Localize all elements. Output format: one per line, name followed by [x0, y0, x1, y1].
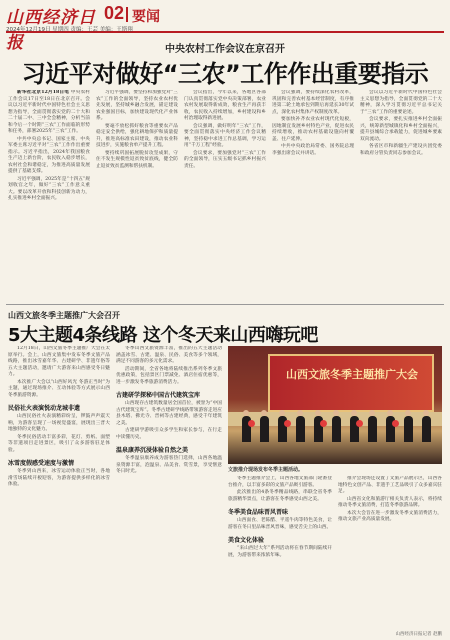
flower-decoration [248, 420, 255, 427]
paragraph: 各省区市和新疆生产建设兵团党委和政府分管负责同志参加会议。 [360, 144, 442, 156]
paragraph: “来山西过大年”系列活动将在春节期间陆续开展，为游客带来浓浓年味。 [228, 546, 332, 558]
person-figure [422, 416, 431, 442]
story2-column-4 [338, 476, 442, 626]
person-head [315, 410, 321, 416]
paragraph: 山西民俗社火表演精彩纷呈，锣鼓声声震天响，为游客呈现了一场视觉盛宴，展现出三晋大地独特的文化魅力。 [8, 414, 110, 432]
paragraph: 会议强调，要持续深化农村改革，巩固和完善农村基本经营制度，有序推进第二轮土地承包到期后再延长30年试点，深化农村集体产权制度改革。 [272, 90, 354, 115]
subheading: 冬季美食品味晋风晋味 [228, 509, 289, 516]
story1-kicker: 中央农村工作会议在京召开 [165, 44, 285, 55]
person-head [405, 410, 411, 416]
reporter-credit: 山西经济日报记者 赵鹏 [395, 632, 442, 637]
page-number: 02 [104, 3, 125, 23]
paragraph: 要持续巩固拓展脱贫攻坚成果，守住不发生规模性返贫致贫底线，健全防止返贫致贫监测和帮扶机制。 [96, 150, 178, 169]
person-figure [296, 416, 305, 442]
paragraph: 推介会现场还设置了文旅产品展示区，山西各地特色文创产品、非遗手工艺品吸引了众多嘉宾驻足。 [338, 476, 442, 494]
paragraph: 会议要求，要加强党对“三农”工作的全面领导，压实五级书记抓乡村振兴责任。 [184, 150, 266, 169]
story1-headline: 习近平对做好“三农”工作作出重要指示 [21, 60, 429, 88]
paragraph: 习近平强调，2025年是“十四五”规划收官之年，做好“三农”工作意义重大。要以改革开放和科技创新为动力，扎实推进乡村全面振兴。 [8, 176, 90, 201]
flower-decoration [320, 420, 327, 427]
person-head [351, 410, 357, 416]
subheading: 冰雪度假感受速度与激情 [8, 460, 75, 467]
event-photo [228, 346, 442, 464]
paragraph: 习近平强调，要坚持和加强党对“三农”工作的全面领导，坚持农业农村优先发展，坚持城乡融合发展，锚定建设农业强国目标，加快建设现代化产业体系。 [96, 90, 178, 121]
paragraph: 要毫不放松抓好粮食等重要农产品稳定安全供给，强化耕地保护和质量提升，推进高标准农田建设，推动农业科技进步，实施粮食单产提升工程。 [96, 123, 178, 148]
person-head [369, 410, 375, 416]
paragraph: 中共中央总书记、国家主席、中央军委主席习近平对“三农”工作作出重要指示。习近平指出，2024年我国粮食生产迈上新台阶，农民收入稳步增长，农村社会和谐稳定，为推进高质量发展提供了基础支撑。 [8, 136, 90, 174]
paragraph: 要加快补齐农业农村现代化短板，因地制宜发展乡村特色产业，促进农民持续增收，推动农村基础设施向村覆盖、往户延伸。 [272, 117, 354, 142]
paragraph: 冬季山西文旅资源丰富，推出的五大主题活动涵盖冰雪、古建、温泉、民俗、美食等多个领域，满足不同游客的多元化需求。 [116, 346, 222, 364]
person-head [297, 410, 303, 416]
person-head [261, 410, 267, 416]
flower-decoration [284, 420, 291, 427]
flower-decoration [392, 420, 399, 427]
person-figure [332, 416, 341, 442]
person-head [387, 410, 393, 416]
paragraph: 冬季温泉康养成为游客热门选择，山西各地温泉资源丰富，泡温泉、品美食、赏雪景，享受惬意冬日时光。 [116, 456, 222, 474]
story2-column-3 [228, 476, 332, 632]
dateline: 2024年12月19日 星期四 责编：王芸 美编：王斯翔 [6, 27, 133, 33]
paragraph: 中央农村工作会议17日至18日在北京召开。会议以习近平新时代中国特色社会主义思想为指导，全面贯彻落实党的二十大和二十届二中、三中全会精神，分析当前和今后一个时期“三农”工作面临的形势和任务，部署2025年“三农”工作。 [8, 90, 90, 134]
story2-headline: 5大主题4条线路 这个冬天来山西嗨玩吧 [8, 325, 318, 346]
subheading: 民俗社火表演悦动龙城非遗 [8, 405, 81, 412]
story2-column-1 [8, 346, 110, 634]
paragraph: 会议强调，做好明年“三农”工作，要全面贯彻落实中央经济工作会议精神，坚持稳中求进工作总基调，学习运用“千万工程”经验。 [184, 123, 266, 148]
person-head [333, 410, 339, 416]
photo-caption: 文旅推介现场发布冬季主题活动。 [228, 467, 304, 473]
person-figure [368, 416, 377, 442]
subheading: 古建研学探秘中国古代建筑宝库 [116, 392, 201, 399]
story1-column-3 [184, 90, 266, 300]
paragraph: 古建研学游吸引众多学生和家长参与，在行走中读懂历史。 [116, 428, 222, 440]
paragraph: 冬季主题推介会上，山西各地文旅部门轮番登台推介，以丰富多彩的文旅产品吸引游客。 [228, 476, 332, 488]
person-head [423, 410, 429, 416]
person-head [243, 410, 249, 416]
paragraph: 山西省文化和旅游厅相关负责人表示，将持续推动冬季文旅消费，打造冬季旅游品牌。 [338, 496, 442, 508]
story1-body [6, 90, 444, 300]
newspaper-logo: 山西经济日报 [6, 8, 96, 53]
flower-decoration [356, 420, 363, 427]
story2-kicker: 山西文旅冬季主题推广大会召开 [8, 311, 120, 320]
section-rule [6, 304, 444, 305]
section-divider [126, 7, 128, 22]
paragraph: 会议要求，要扎实推进乡村全面振兴，统筹新型城镇化和乡村全面振兴，提升县城综合承载能力，促进城乡要素双向流动。 [360, 117, 442, 142]
subheading: 美食文化体验 [228, 537, 265, 544]
section-title: 要闻 [132, 9, 160, 25]
paragraph: 本次大会旨在进一步激发冬季文旅消费活力，推动文旅产业高质量发展。 [338, 510, 442, 522]
story1-column-1 [8, 90, 90, 300]
paragraph: 12月18日，山西文旅冬季主题推广大会在太原举行。会上，山西文旅集中发布冬季文旅产品线路，推出冰雪嘉年华、古建研学、非遗年俗等五大主题活动，邀请广大游客来山西感受冬日魅力。 [8, 346, 110, 377]
paragraph: 此次推出的4条冬季精品线路，串联全省冬季旅游精华景点，让游客在冬季感受山西之美。 [228, 490, 332, 502]
paragraph: 冬季民俗活动丰富多彩，花灯、剪纸、面塑等非遗项目走进景区，吸引了众多游客驻足体验。 [8, 434, 110, 453]
paragraph: 中共中央政治局常委、国务院总理李强出席会议并讲话。 [272, 144, 354, 156]
person-head [279, 410, 285, 416]
backdrop-banner-text: 山西文旅冬季主题推广大会 [286, 368, 418, 381]
story2-column-2 [116, 346, 222, 634]
story1-column-5 [360, 90, 442, 300]
paragraph: 会议指出，今年以来，各地区各部门认真贯彻落实党中央决策部署，农业农村发展取得新成效，粮食生产再获丰收，农民收入持续增加，乡村建设和乡村治理取得新进展。 [184, 90, 266, 121]
paragraph: 冬季到山西来，冰雪运动体验正当时，各地滑雪场陆续开板迎客，为游客提供多样化的冰雪体验。 [8, 469, 110, 487]
person-figure [404, 416, 413, 442]
story1-lead: 新华社北京12月18日电 [17, 90, 70, 95]
paragraph: 山西现存古建筑数量居全国首位，被誉为“中国古代建筑宝库”。冬季古建研学线路带领游客走进应县木塔、佛光寺、晋祠等古建经典，感受千年建筑之美。 [116, 401, 222, 426]
story1-column-2 [96, 90, 178, 300]
subheading: 温泉康养沉浸体验自然之美 [116, 447, 189, 454]
person-figure [260, 416, 269, 442]
story1-column-4 [272, 90, 354, 300]
paragraph: 会议以习近平新时代中国特色社会主义思想为指导，全面贯彻党的二十大精神，深入学习贯彻习近平总书记关于“三农”工作的重要论述。 [360, 90, 442, 115]
paragraph: 活动期间，全省各地将陆续推出系列冬季文旅优惠政策，包括景区门票减免、酒店住宿优惠等，进一步激发冬季旅游消费活力。 [116, 366, 222, 385]
paragraph: 山西面食、老陈醋、平遥牛肉等特色美食，让游客在冬日里品味晋风晋味，感受舌尖上的山西。 [228, 518, 332, 530]
paragraph: 本次推广大会以“山西好风光 冬游正当时”为主题，通过现场推介、互动体验等方式展示山西冬季旅游资源。 [8, 379, 110, 398]
stage-backdrop [268, 354, 434, 412]
